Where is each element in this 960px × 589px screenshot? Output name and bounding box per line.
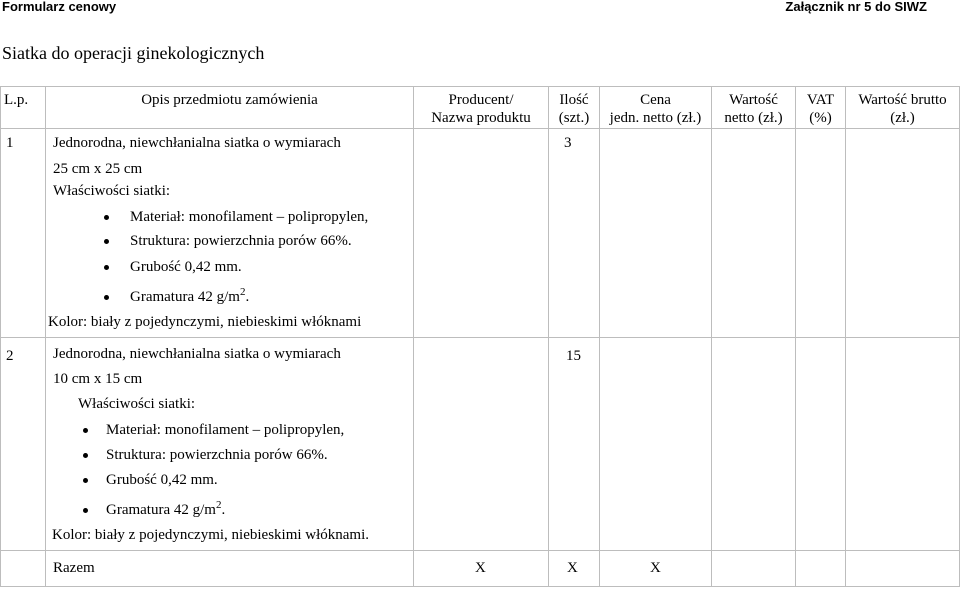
item-color: Kolor: biały z pojedynczymi, niebieskimi włóknami <box>48 314 362 330</box>
grammage-exponent: 2 <box>239 286 246 298</box>
property-thickness: Grubość 0,42 mm. <box>130 259 242 275</box>
bullet-icon <box>83 453 88 458</box>
totals-label: Razem <box>53 560 95 576</box>
totals-x-price: X <box>650 560 661 576</box>
col-header-description: Opis przedmiotu zamówienia <box>141 92 318 108</box>
document-title: Siatka do operacji ginekologicznych <box>2 43 265 63</box>
col-header-lp: L.p. <box>4 92 29 108</box>
bullet-icon <box>83 428 88 433</box>
col-header-unit-price: Cena <box>640 92 671 108</box>
properties-label: Właściwości siatki: <box>53 183 171 199</box>
item-quantity: 15 <box>566 348 581 364</box>
property-material: Materiał: monofilament – polipropylen, <box>130 209 369 225</box>
totals-x-producer: X <box>475 560 486 576</box>
bullet-icon <box>104 265 109 270</box>
col-header-gross-value: Wartość brutto <box>858 92 947 108</box>
item-description: Jednorodna, niewchłanialna siatka o wymiarach <box>53 135 341 151</box>
property-structure: Struktura: powierzchnia porów 66%. <box>106 447 328 463</box>
col-header-net-value: Wartość <box>729 92 778 108</box>
col-header-gross-value-sub: (zł.) <box>890 110 915 126</box>
item-description: Jednorodna, niewchłanialna siatka o wymiarach <box>53 346 341 362</box>
totals-x-qty: X <box>567 560 578 576</box>
item-color: Kolor: biały z pojedynczymi, niebieskimi włóknami. <box>52 527 370 543</box>
col-header-qty: Ilość <box>559 92 589 108</box>
grammage-exponent: 2 <box>215 499 222 511</box>
col-header-vat: VAT <box>806 92 835 108</box>
row-number: 2 <box>6 348 14 364</box>
property-grammage <box>106 501 225 519</box>
item-dimensions: 25 cm x 25 cm <box>53 161 143 177</box>
item-dimensions: 10 cm x 15 cm <box>53 371 143 387</box>
bullet-icon <box>83 508 88 513</box>
attachment-label: Załącznik nr 5 do SIWZ <box>785 0 927 14</box>
property-thickness: Grubość 0,42 mm. <box>106 472 218 488</box>
form-title: Formularz cenowy <box>2 0 117 14</box>
property-grammage <box>130 288 249 306</box>
col-header-producer: Producent/ <box>448 92 514 108</box>
col-header-unit-price-sub: jedn. netto (zł.) <box>609 110 702 126</box>
properties-label: Właściwości siatki: <box>78 396 196 412</box>
item-quantity: 3 <box>564 135 572 151</box>
grammage-text: Gramatura 42 g/m <box>130 289 240 305</box>
grammage-text: Gramatura 42 g/m <box>106 502 216 518</box>
row-number: 1 <box>6 135 14 151</box>
col-header-vat-unit: (%) <box>809 110 832 126</box>
grammage-tail: . <box>245 289 250 305</box>
col-header-net-value-sub: netto (zł.) <box>724 110 783 126</box>
bullet-icon <box>104 215 109 220</box>
bullet-icon <box>104 239 109 244</box>
bullet-icon <box>104 295 109 300</box>
bullet-icon <box>83 478 88 483</box>
col-header-qty-unit: (szt.) <box>558 110 590 126</box>
property-structure: Struktura: powierzchnia porów 66%. <box>130 233 352 249</box>
grammage-tail: . <box>221 502 226 518</box>
property-material: Materiał: monofilament – polipropylen, <box>106 422 345 438</box>
col-header-product-name: Nazwa produktu <box>431 110 531 126</box>
